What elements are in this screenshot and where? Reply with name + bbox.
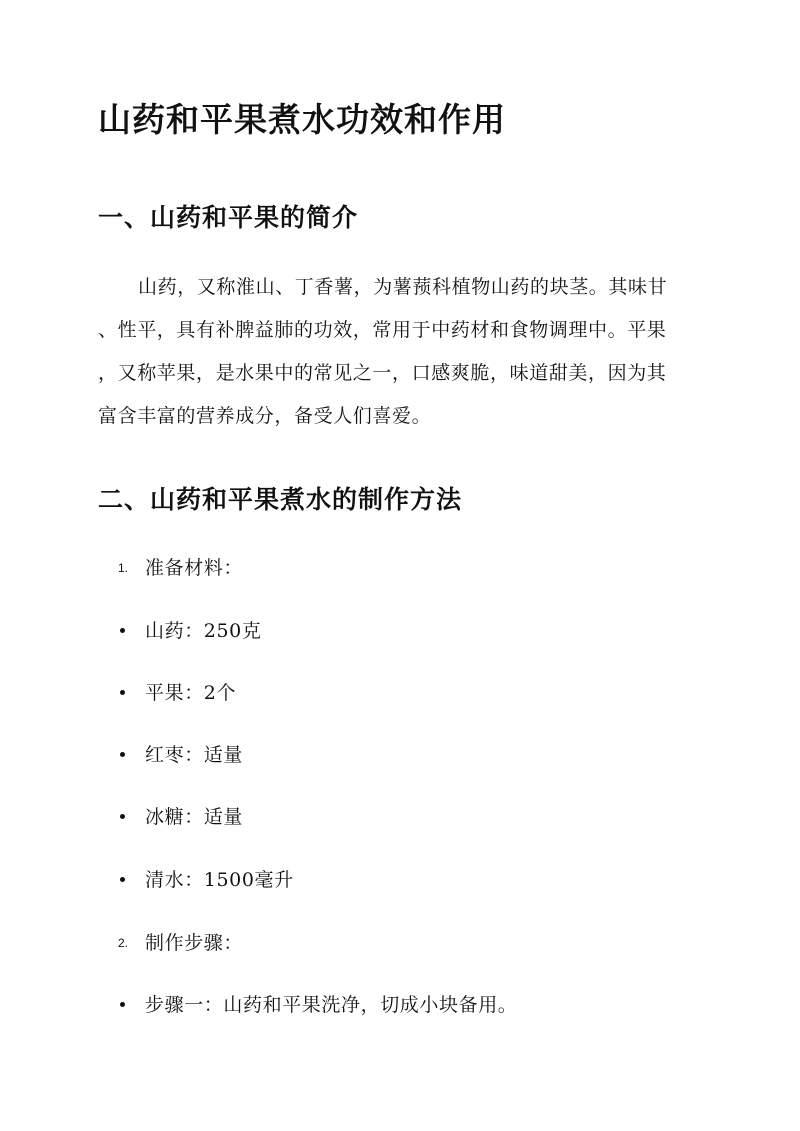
paragraph-line: 富含丰富的营养成分，备受人们喜爱。 bbox=[98, 405, 432, 427]
paragraph-line: ，又称苹果，是水果中的常见之一，口感爽脆，味道甜美，因为其 bbox=[98, 362, 667, 384]
list-item-text: 山药：250克 bbox=[145, 620, 262, 642]
list-item bbox=[0, 616, 800, 646]
list-item-text: 步骤一：山药和平果洗净，切成小块备用。 bbox=[145, 994, 518, 1016]
bullet-icon bbox=[120, 814, 125, 819]
bullet-icon bbox=[120, 690, 125, 695]
section-heading-intro: 一、山药和平果的简介 bbox=[98, 203, 359, 232]
list-item bbox=[0, 865, 800, 895]
bullet-icon bbox=[120, 1002, 125, 1007]
list-item-text: 平果：2个 bbox=[145, 682, 237, 704]
list-item bbox=[0, 990, 800, 1020]
document-title: 山药和平果煮水功效和作用 bbox=[98, 100, 506, 139]
list-item bbox=[0, 802, 800, 832]
intro-paragraph bbox=[98, 266, 702, 438]
list-item bbox=[0, 740, 800, 770]
bullet-icon bbox=[120, 752, 125, 757]
list-item bbox=[0, 678, 800, 708]
bullet-icon bbox=[120, 877, 125, 882]
list-item-text: 红枣：适量 bbox=[145, 744, 244, 766]
list-number: 2. bbox=[118, 936, 129, 950]
list-item-text: 冰糖：适量 bbox=[145, 806, 244, 828]
list-item-step-2 bbox=[0, 928, 800, 958]
list-item-label: 准备材料： bbox=[145, 557, 244, 579]
list-item-step-1 bbox=[0, 553, 800, 583]
list-item-text: 清水：1500毫升 bbox=[145, 869, 294, 891]
paragraph-line: 山药，又称淮山、丁香薯，为薯蓣科植物山药的块茎。其味甘 bbox=[138, 276, 668, 298]
paragraph-line: 、性平，具有补脾益肺的功效，常用于中药材和食物调理中。平果 bbox=[98, 319, 667, 341]
list-item-label: 制作步骤： bbox=[145, 932, 244, 954]
section-heading-method: 二、山药和平果煮水的制作方法 bbox=[98, 485, 463, 514]
list-number: 1. bbox=[118, 561, 129, 575]
bullet-icon bbox=[120, 628, 125, 633]
